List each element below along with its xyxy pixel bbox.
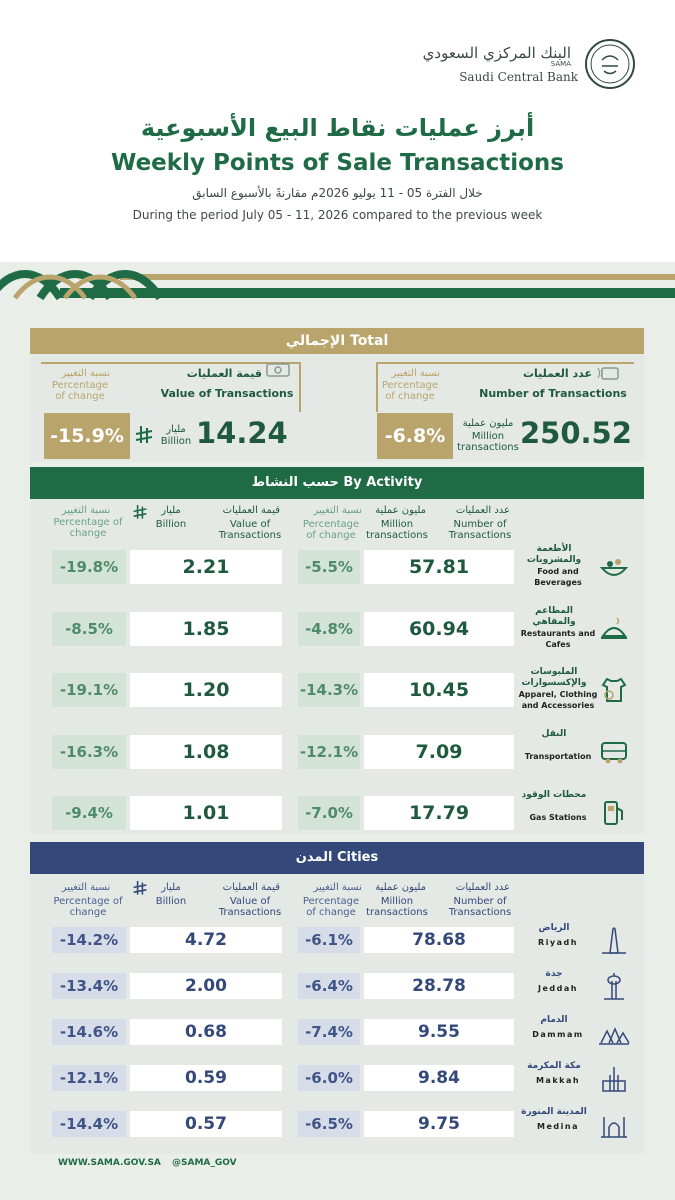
cities-col-pct2-en: Percentage of change [302,896,360,918]
food-icon [598,552,630,582]
activity-row-count: 17.79 [364,796,514,830]
cities-col-pct2-ar: نسبة التغيير [313,882,362,893]
activity-row-value: 1.85 [130,612,282,646]
sama-logo-icon [584,38,636,90]
activity-col-pct2-en: Percentage of change [302,519,360,541]
cities-row-count: 78.68 [364,927,514,953]
cities-header: المدن Cities [30,842,644,874]
cities-row-count: 9.84 [364,1065,514,1091]
activity-row-name-en: Apparel, Clothing and Accessories [518,690,598,710]
total-count-pct-label-en: Percentage of change [381,380,439,402]
bank-sub-label: SAMA [550,60,571,68]
total-value-unit-en: Billion [160,436,192,447]
period-ar: خلال الفترة 05 - 11 يوليو 2026م مقارنةً بالأسبوع السابق [192,186,483,200]
cities-row-count-pct: -6.1% [298,927,360,953]
activity-row-count-pct: -14.3% [298,673,360,707]
activity-row-name-en: Gas Stations [529,813,587,822]
footer-handle[interactable]: @SAMA_GOV [172,1158,237,1168]
cities-row-value-pct: -14.2% [52,927,126,953]
title-ar: أبرز عمليات نقاط البيع الأسبوعية [140,114,535,142]
cities-row-count: 9.75 [364,1111,514,1137]
cities-col-pct-ar: نسبة التغيير [61,882,111,893]
total-value-pct: -15.9% [44,413,130,459]
activity-row-count-pct: -5.5% [298,550,360,584]
activity-row-name-ar: الأطعمة والمشروبات [526,544,582,565]
activity-riyal-icon [132,504,148,522]
dammam-icon [598,1017,630,1047]
activity-col-number-en: Number of Transactions [448,519,512,541]
activity-row-count: 7.09 [364,735,514,769]
cities-col-million-en: Million transactions [366,896,428,918]
riyal-icon [134,425,154,447]
activity-col-pct2-ar: نسبة التغيير [313,505,362,516]
cities-row-name-ar: الدمام [540,1015,568,1025]
activity-row-value-pct: -19.8% [52,550,126,584]
activity-col-pct-ar: نسبة التغيير [61,505,111,516]
activity-col-number-ar: عدد العمليات [455,505,510,516]
cities-row-name-en: Jeddah [538,984,578,993]
cities-row-value: 4.72 [130,927,282,953]
cities-row-value: 2.00 [130,973,282,999]
cities-col-pct-en: Percentage of change [53,896,123,918]
apparel-icon [598,675,630,705]
activity-row-value: 1.20 [130,673,282,707]
total-count-unit-ar: مليون عملية [462,418,514,429]
bank-name-ar: البنك المركزي السعودي [422,44,571,62]
cities-col-number-en: Number of Transactions [448,896,512,918]
activity-row-count-pct: -7.0% [298,796,360,830]
total-count-amount: 250.52 [520,416,632,450]
activity-row-name-en: Food and Beverages [534,567,582,587]
cities-row-value: 0.59 [130,1065,282,1091]
title-en: Weekly Points of Sale Transactions [111,150,564,176]
total-value-title-en: Value of Transactions [160,387,294,400]
activity-row-value-pct: -16.3% [52,735,126,769]
total-count-pct-label-ar: نسبة التغيير [391,368,440,379]
activity-row-value-pct: -19.1% [52,673,126,707]
activity-row-count: 10.45 [364,673,514,707]
activity-row-count: 60.94 [364,612,514,646]
cities-col-billion-ar: مليار [161,882,181,893]
activity-header: حسب النشاط By Activity [30,467,644,499]
activity-col-million-ar: مليون عملية [375,505,426,516]
cities-col-value-ar: قيمة العمليات [222,882,280,893]
cities-row-count-pct: -6.4% [298,973,360,999]
total-value-pct-label-ar: نسبة التغيير [61,368,110,379]
cities-row-name-en: Dammam [532,1030,584,1039]
activity-row-count-pct: -12.1% [298,735,360,769]
activity-row-name-ar: النقل [541,728,567,739]
activity-row-value: 2.21 [130,550,282,584]
activity-row-name-ar: محطات الوقود [521,790,587,800]
makkah-icon [598,1063,630,1093]
gas-pump-icon [598,798,630,828]
cities-row-name-en: Riyadh [538,938,578,947]
activity-row-count: 57.81 [364,550,514,584]
cities-row-name-ar: المدينة المنورة [521,1107,587,1117]
activity-row-count-pct: -4.8% [298,612,360,646]
cities-row-name-en: Makkah [535,1076,581,1085]
medina-icon [598,1109,630,1139]
cities-row-name-en: Medina [537,1122,579,1131]
total-count-unit-en: Million transactions [457,431,519,453]
bus-icon [598,737,630,767]
activity-row-value-pct: -8.5% [52,612,126,646]
activity-col-value-en: Value of Transactions [218,519,282,541]
bank-name-en: Saudi Central Bank [459,70,578,84]
total-count-pct: -6.8% [377,413,453,459]
activity-row-value: 1.01 [130,796,282,830]
cities-row-name-ar: الرياض [538,923,570,933]
cities-col-million-ar: مليون عملية [375,882,426,893]
total-header: الإجمالي Total [30,328,644,354]
cities-row-value: 0.57 [130,1111,282,1137]
cities-row-count: 28.78 [364,973,514,999]
total-value-amount: 14.24 [196,416,288,450]
riyadh-tower-icon [598,925,630,955]
cities-col-number-ar: عدد العمليات [455,882,510,893]
cities-row-name-ar: مكة المكرمة [527,1061,581,1071]
cities-row-value-pct: -13.4% [52,973,126,999]
restaurant-icon [598,614,630,644]
total-value-pct-label-en: Percentage of change [51,380,109,402]
cities-row-count-pct: -6.5% [298,1111,360,1137]
cities-row-value-pct: -12.1% [52,1065,126,1091]
total-count-title-en: Number of Transactions [479,387,627,400]
cities-col-value-en: Value of Transactions [218,896,282,918]
cities-col-billion-en: Billion [155,896,187,907]
cities-row-count-pct: -7.4% [298,1019,360,1045]
cities-row-name-ar: جدة [545,969,563,979]
activity-col-million-en: Million transactions [366,519,428,541]
decorative-band [0,262,675,304]
cities-row-value: 0.68 [130,1019,282,1045]
activity-row-name-ar: الملبوسات والإكسسوارات [521,667,587,688]
cash-icon [266,362,290,378]
total-count-title-ar: عدد العمليات [523,367,592,380]
cities-row-count-pct: -6.0% [298,1065,360,1091]
cities-riyal-icon [132,880,148,898]
activity-row-name-en: Restaurants and Cafes [520,628,596,649]
jeddah-tower-icon [598,971,630,1001]
activity-row-name-en: Transportation [524,751,592,761]
activity-col-billion-ar: مليار [161,505,181,516]
footer-website[interactable]: WWW.SAMA.GOV.SA [58,1158,161,1168]
activity-col-pct-en: Percentage of change [53,517,123,539]
activity-row-value: 1.08 [130,735,282,769]
cities-row-value-pct: -14.6% [52,1019,126,1045]
activity-col-billion-en: Billion [155,519,187,530]
cities-row-value-pct: -14.4% [52,1111,126,1137]
total-value-unit-ar: مليار [166,424,186,435]
activity-row-value-pct: -9.4% [52,796,126,830]
cities-row-count: 9.55 [364,1019,514,1045]
total-value-title-ar: قيمة العمليات [186,367,262,380]
card-tap-icon [596,364,620,382]
activity-col-value-ar: قيمة العمليات [222,505,280,516]
period-en: During the period July 05 - 11, 2026 compared to the previous week [132,208,543,222]
activity-row-name-ar: المطاعم والمقاهي [532,605,576,627]
